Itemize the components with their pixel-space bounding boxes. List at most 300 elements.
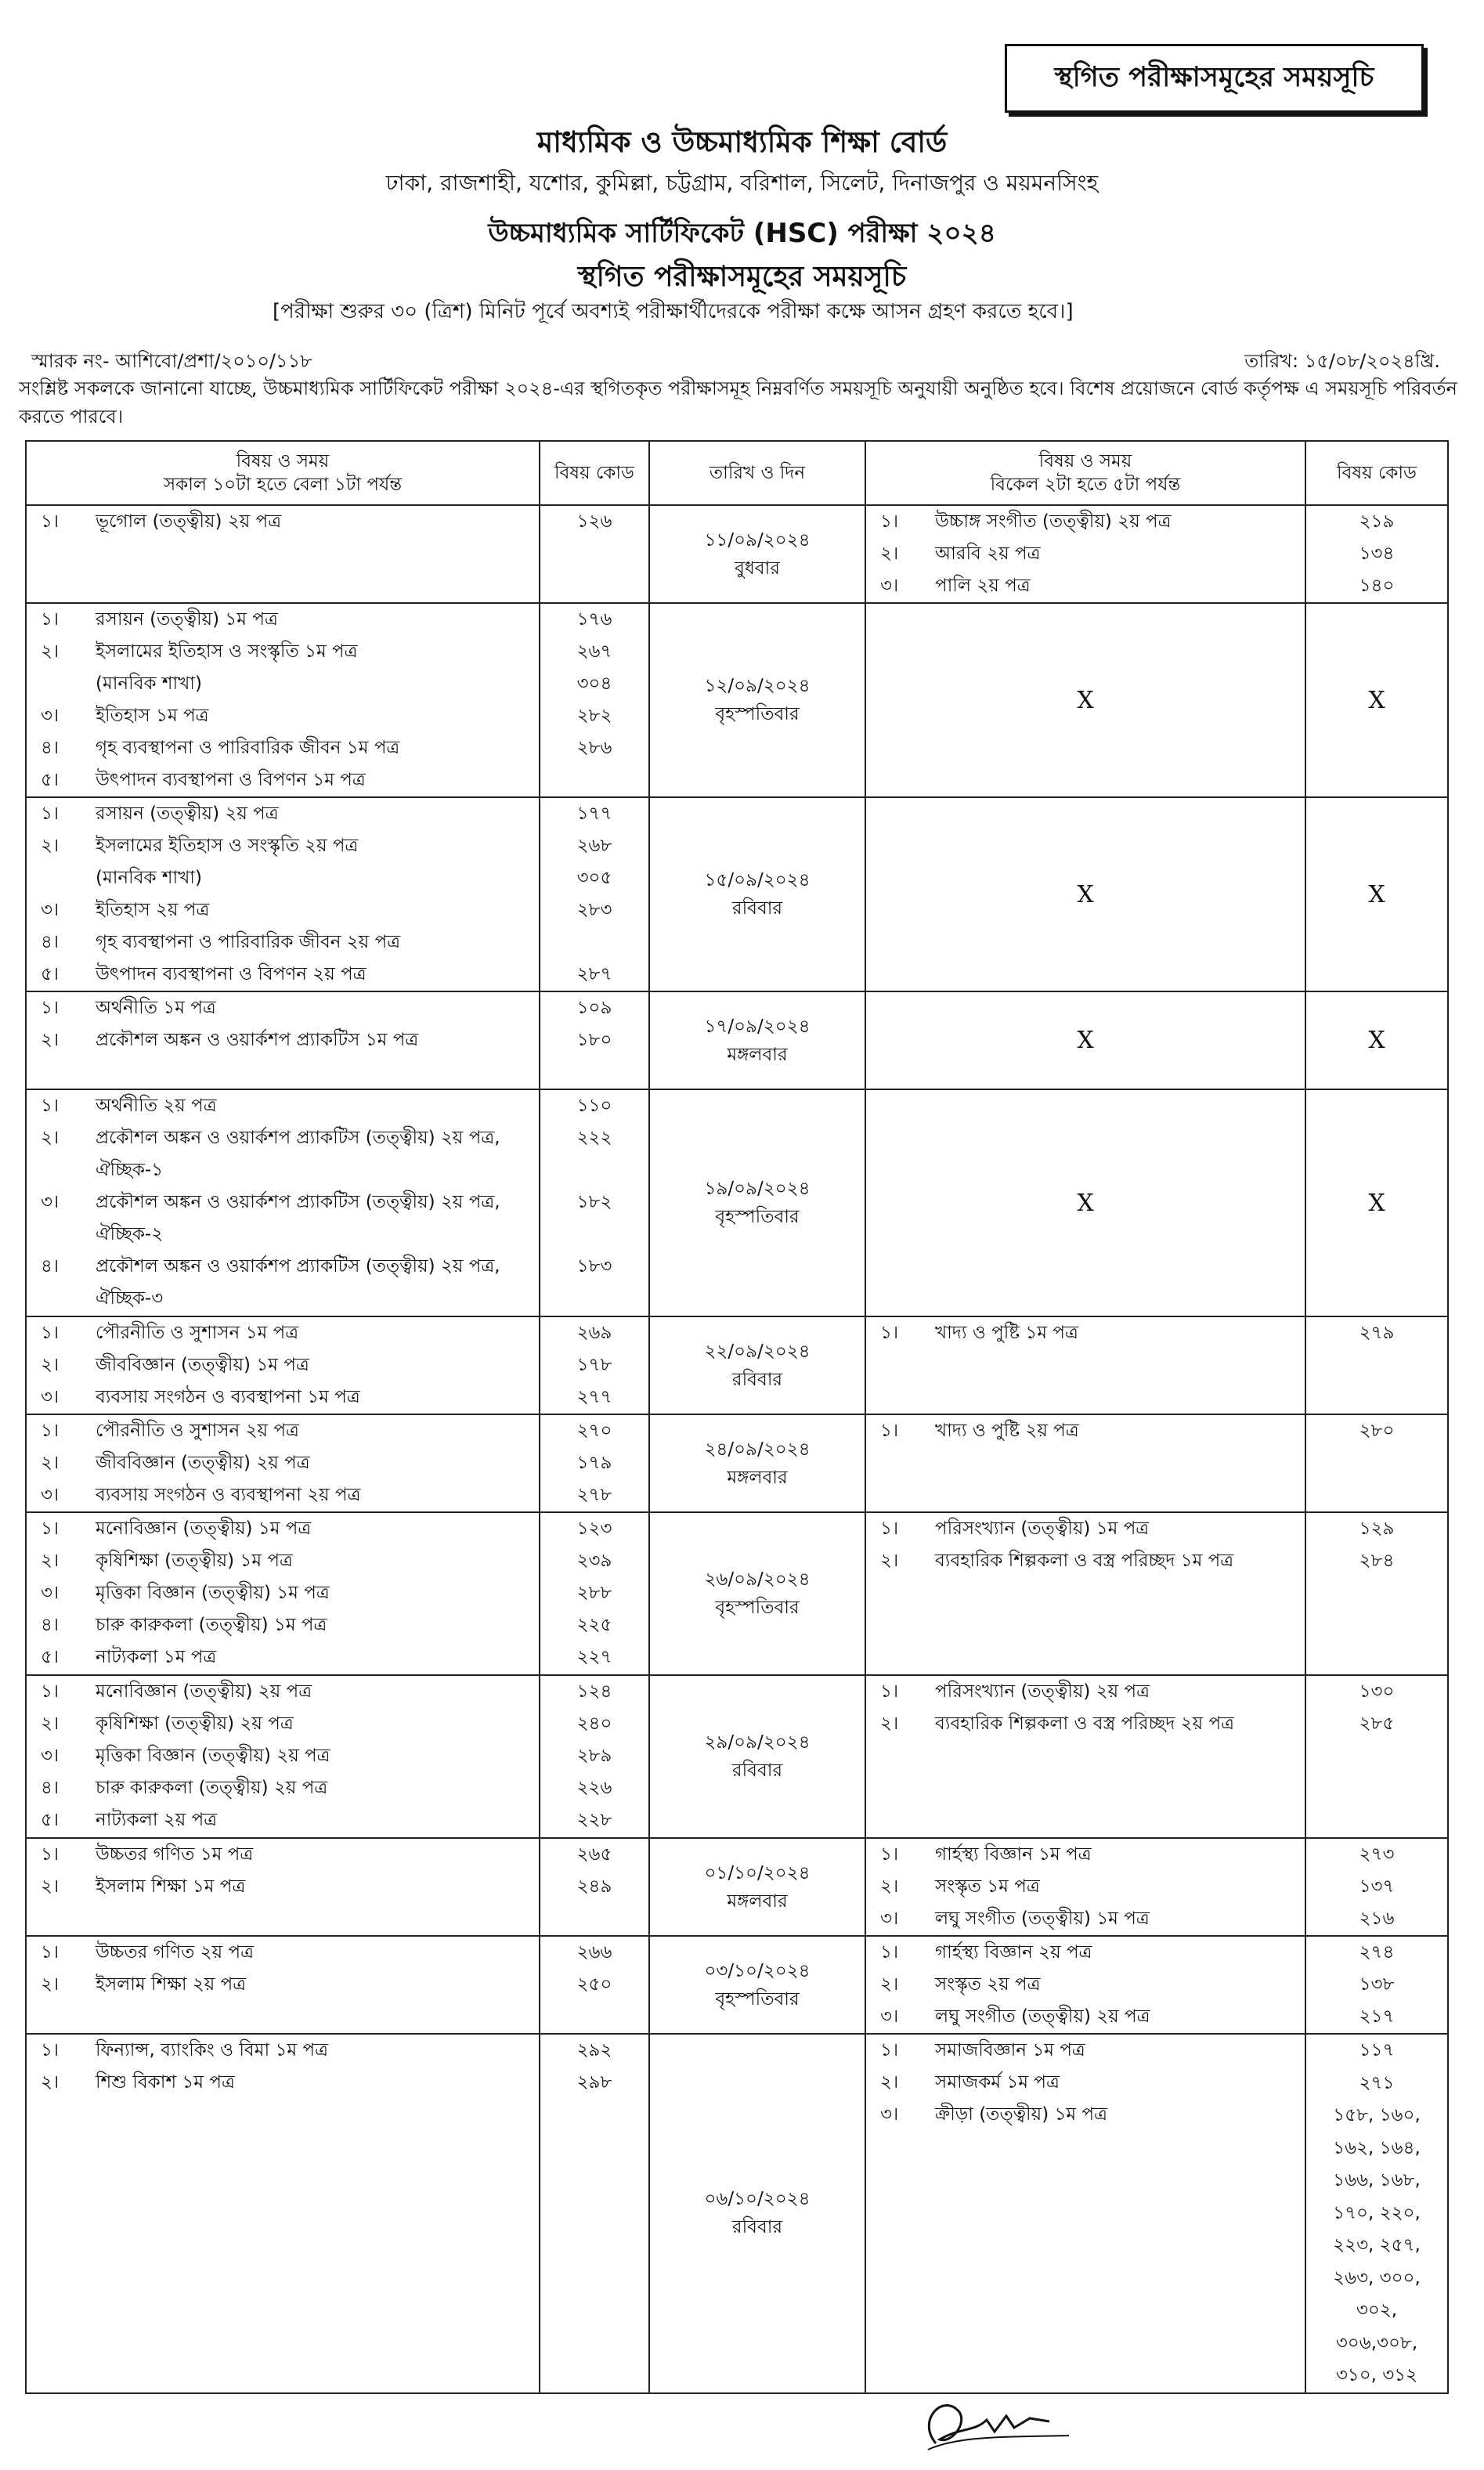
morning-subjects-cell [26,1512,540,1675]
subject-name: ক্রীড়া (তত্ত্বীয়) ১ম পত্র [935,2104,1107,2125]
intro-paragraph: সংশ্লিষ্ট সকলকে জানানো যাচ্ছে, উচ্চমাধ্যমিক সার্টিফিকেট পরীক্ষা ২০২৪-এর স্থগিতকৃত পরীক্ষাসমূহ নিম্নবর্ণিত সময়সূচি অনুযায়ী অনুষ্ঠিত হবে। বিশেষ প্রয়োজনে বোর্ড কর্তৃপক্ষ এ সময়সূচি পরিবর্তন করতে পারবে। [19,377,1457,428]
list-item [866,570,1305,602]
header-morning-time: সকাল ১০টা হতে বেলা ১টা পর্যন্ত [163,475,403,495]
list-item [27,1447,539,1479]
item-number: ৪। [41,1256,60,1277]
item-number: ২। [41,1713,60,1734]
afternoon-codes-cell [1305,1675,1448,1838]
header-morning-subject: বিষয় ও সময় [236,451,330,471]
afternoon-subjects-cell [865,1838,1305,1936]
item-number: ২। [880,2072,899,2093]
list-item [27,1513,539,1545]
subject-code: ২৮৩ [576,900,612,920]
header-code: বিষয় কোড [540,441,649,505]
morning-codes-cell [540,1838,649,1936]
item-number: ৩। [41,1746,60,1766]
item-number: ১। [41,1421,60,1441]
subject-name: পৌরনীতি ও সুশাসন ১ম পত্র [96,1323,299,1343]
afternoon-subjects-cell [865,2034,1305,2393]
list-item [866,2035,1305,2067]
list-item [27,959,539,991]
item-number: ১। [41,609,60,630]
table-row [26,1675,1448,1838]
subject-code-line: ১৬২, ১৬৪, [1333,2137,1421,2158]
subject-code: ২৯৮ [576,2072,612,2093]
item-number: ৩। [41,706,60,726]
subject-code: ২৯২ [576,2040,612,2060]
list-item [27,1381,539,1414]
header-afternoon-subject: বিষয় ও সময় [1038,451,1132,471]
afternoon-subjects-cell [865,1414,1305,1512]
subject-code: ২৭৮ [576,1485,612,1505]
item-number: ১। [41,1096,60,1116]
list-item [866,1513,1305,1545]
item-number: ৪। [41,738,60,758]
schedule-title: স্থগিত পরীক্ষাসমূহের সময়সূচি [577,261,907,293]
subject-name: খাদ্য ও পুষ্টি ২য় পত্র [935,1421,1079,1441]
subject-name: জীববিজ্ঞান (তত্ত্বীয়) ১ম পত্র [96,1355,309,1375]
list-item [866,2099,1305,2131]
header-afternoon-time: বিকেল ২টা হতে ৫টা পর্যন্ত [990,475,1181,495]
morning-codes-cell [540,991,649,1089]
item-number: ৩। [880,1908,899,1929]
item-number: ৩। [41,1485,60,1505]
table-row [26,505,1448,603]
item-number: ২। [41,836,60,856]
item-number: ৩। [41,1192,60,1212]
list-item [27,1969,539,2001]
subject-name: প্রকৌশল অঙ্কন ও ওয়ার্কশপ প্র্যাকটিস ১ম পত্র [96,1030,419,1050]
subject-name: শিশু বিকাশ ১ম পত্র [96,2072,235,2093]
list-item [27,1415,539,1447]
exam-day: মঙ্গলবার [727,1467,788,1488]
list-item [27,1317,539,1349]
morning-subjects-cell [26,2034,540,2393]
subject-name: উৎপাদন ব্যবস্থাপনা ও বিপণন ১ম পত্র [96,770,366,790]
subject-code-line: ৩১০, ৩১২ [1335,2365,1418,2385]
subject-code: ২২৭ [576,1647,612,1667]
list-item [27,1708,539,1740]
date-cell [649,1089,865,1316]
item-number: ৩। [41,1387,60,1407]
header-code-2: বিষয় কোড [1305,441,1448,505]
list-item [866,1969,1305,2001]
date-cell [649,603,865,797]
subject-code: ১৮০ [576,1030,612,1050]
date-cell [649,505,865,603]
afternoon-codes-cell [1305,1316,1448,1414]
instruction-note: [পরীক্ষা শুরুর ৩০ (ত্রিশ) মিনিট পূর্বে অবশ্যই পরীক্ষার্থীদেরকে পরীক্ষা কক্ষে আসন গ্রহণ করতে হবে।] [273,300,1074,323]
subject-code: ২৮৪ [1359,1551,1395,1571]
board-cities: ঢাকা, রাজশাহী, যশোর, কুমিল্লা, চট্টগ্রাম, বরিশাল, সিলেট, দিনাজপুর ও ময়মনসিংহ [385,170,1099,196]
subject-name: উৎপাদন ব্যবস্থাপনা ও বিপণন ২য় পত্র [96,964,366,984]
subject-name: নাট্যকলা ২য় পত্র [96,1810,218,1830]
subject-name: ভূগোল (তত্ত্বীয়) ২য় পত্র [96,511,282,532]
subject-name: ইসলামের ইতিহাস ও সংস্কৃতি ১ম পত্র [96,641,358,662]
subject-name: ইতিহাস ১ম পত্র [96,706,209,726]
subject-name: সমাজবিজ্ঞান ১ম পত্র [935,2040,1085,2060]
list-item [27,798,539,830]
subject-code: ১৩৪ [1359,543,1395,564]
morning-codes-cell [540,1089,649,1316]
afternoon-subjects-cell [865,1675,1305,1838]
no-afternoon-exam-mark: X [865,991,1305,1089]
subject-code: ১৩৮ [1359,1974,1395,1995]
list-item [27,604,539,636]
header-afternoon [865,441,1305,505]
subject-name: পরিসংখ্যান (তত্ত্বীয়) ১ম পত্র [935,1518,1150,1539]
schedule-stamp-box: স্থগিত পরীক্ষাসমূহের সময়সূচি [1005,44,1424,113]
table-row [26,1838,1448,1936]
item-number: ২। [41,1453,60,1473]
item-number: ১। [41,1942,60,1963]
list-item [866,538,1305,570]
item-number: ২। [41,2072,60,2093]
list-item [27,2067,539,2099]
list-item [866,506,1305,538]
subject-code: ২৩৯ [576,1551,612,1571]
exam-day: রবিবার [731,898,783,919]
subject-name: প্রকৌশল অঙ্কন ও ওয়ার্কশপ প্র্যাকটিস (তত্ত্বীয়) ২য় পত্র, ঐচ্ছিক-২ [96,1192,500,1244]
subject-code-line: ১৫৮, ১৬০, [1333,2105,1421,2125]
item-number: ২। [41,1030,60,1050]
subject-name: মৃত্তিকা বিজ্ঞান (তত্ত্বীয়) ২য় পত্র [96,1746,330,1766]
subject-code: ১১৭ [1359,2040,1395,2060]
item-number: ১। [41,2040,60,2060]
subject-name: (মানবিক শাখা) [96,868,202,888]
item-number: ২। [880,1551,899,1571]
item-number: ১। [41,511,60,532]
exam-date: ০১/১০/২০২৪ [704,1862,811,1883]
subject-code: ২৮২ [576,706,612,726]
subject-code-line: ৩০২, [1356,2300,1398,2320]
subject-code: ২৬৯ [576,1323,612,1343]
exam-day: রবিবার [731,1760,783,1781]
exam-date: ২২/০৯/২০২৪ [704,1341,811,1362]
table-header-row [26,441,1448,505]
subject-name: ইসলাম শিক্ষা ১ম পত্র [96,1876,246,1897]
item-number: ৩। [880,2104,899,2125]
header-morning [26,441,540,505]
item-number: ২। [880,543,899,564]
list-item [27,1479,539,1511]
exam-date: ০৩/১০/২০২৪ [704,1960,811,1981]
subject-code: ২৮৫ [1359,1713,1395,1734]
list-item [27,1577,539,1609]
exam-date: ১৯/০৯/২০২৪ [704,1179,811,1199]
afternoon-subjects-cell [865,1936,1305,2034]
subject-name: গার্হস্থ্য বিজ্ঞান ২য় পত্র [935,1942,1092,1963]
list-item [866,1545,1305,1577]
subject-name: অর্থনীতি ১ম পত্র [96,998,216,1018]
subject-code: ২৫০ [576,1974,612,1995]
exam-day: বৃহস্পতিবার [715,704,800,724]
exam-day: রবিবার [731,2217,783,2238]
list-item [27,764,539,796]
subject-code: ২২৮ [576,1810,612,1830]
exam-date: ০৬/১০/২০২৪ [704,2189,811,2210]
item-number: ১। [41,1323,60,1343]
no-afternoon-code-mark: X [1305,797,1448,991]
morning-subjects-cell [26,505,540,603]
subject-name: প্রকৌশল অঙ্কন ও ওয়ার্কশপ প্র্যাকটিস (তত্ত্বীয়) ২য় পত্র, ঐচ্ছিক-৩ [96,1256,500,1309]
subject-code: ১১০ [576,1096,612,1116]
list-item [27,1024,539,1056]
table-row [26,1414,1448,1512]
item-number: ৫। [41,1647,60,1667]
subject-code: ১২৪ [576,1681,612,1702]
memo-number: স্মারক নং- আশিবো/প্রশা/২০১০/১১৮ [31,350,312,372]
item-number: ২। [41,1876,60,1897]
subject-code: ১৮৩ [576,1256,612,1277]
subject-code-line: ৩০৬,৩০৮, [1335,2332,1418,2353]
item-number: ১। [41,1681,60,1702]
list-item [27,2035,539,2067]
issue-date: তারিখ: ১৫/০৮/২০২৪খ্রি. [1244,350,1440,372]
subject-code: ১৩০ [1359,1681,1395,1702]
item-number: ১। [880,1323,899,1343]
afternoon-codes-cell [1305,1838,1448,1936]
morning-codes-cell [540,1675,649,1838]
exam-date: ২৪/০৯/২০২৪ [704,1439,811,1460]
subject-name: পালি ২য় পত্র [935,576,1031,596]
item-number: ১। [880,1681,899,1702]
subject-name: ব্যবহারিক শিল্পকলা ও বস্ত্র পরিচ্ছদ ২য় পত্র [935,1713,1234,1734]
subject-code: ১২৯ [1359,1518,1395,1539]
exam-date: ২৯/০৯/২০২৪ [704,1732,811,1753]
item-number: ১। [880,1844,899,1865]
table-row [26,1936,1448,2034]
subject-code: ২১৭ [1359,2006,1395,2027]
subject-name: ইতিহাস ২য় পত্র [96,900,210,920]
morning-codes-cell [540,1316,649,1414]
item-number: ২। [41,641,60,662]
list-item [27,1545,539,1577]
subject-name: ব্যবসায় সংগঠন ও ব্যবস্থাপনা ২য় পত্র [96,1485,361,1505]
subject-code-line: ১৬৬, ১৬৮, [1333,2170,1421,2190]
morning-codes-cell [540,2034,649,2393]
date-cell [649,1414,865,1512]
subject-code: ৩০৪ [576,673,612,694]
list-item [27,1804,539,1836]
item-number: ১। [880,511,899,532]
list-item [27,926,539,959]
list-item [866,2067,1305,2099]
morning-subjects-cell [26,603,540,797]
subject-name: পৌরনীতি ও সুশাসন ২য় পত্র [96,1421,299,1441]
list-item [866,1317,1305,1349]
item-number: ২। [880,1713,899,1734]
exam-day: বৃহস্পতিবার [715,1988,800,2010]
subject-name: জীববিজ্ঞান (তত্ত্বীয়) ২য় পত্র [96,1453,310,1473]
list-item [866,1676,1305,1708]
subject-name: লঘু সংগীত (তত্ত্বীয়) ১ম পত্র [935,1908,1150,1929]
item-number: ১। [41,1518,60,1539]
subject-code: ২৭৪ [1359,1942,1395,1963]
subject-code: ২৭৩ [1359,1844,1395,1865]
item-number: ২। [41,1355,60,1375]
morning-codes-cell [540,1414,649,1512]
list-item [27,830,539,862]
no-afternoon-exam-mark: X [865,603,1305,797]
item-number: ১। [41,1844,60,1865]
list-item [27,1937,539,1969]
subject-code: ১৭৬ [576,609,612,630]
list-item [27,1122,539,1186]
exam-day: বুধবার [735,558,780,579]
exam-day: বৃহস্পতিবার [715,1598,800,1618]
subject-code: ২৪৯ [576,1876,612,1897]
subject-name: মনোবিজ্ঞান (তত্ত্বীয়) ২য় পত্র [96,1681,312,1702]
exam-day: রবিবার [731,1369,783,1390]
subject-name: মৃত্তিকা বিজ্ঞান (তত্ত্বীয়) ১ম পত্র [96,1583,330,1603]
afternoon-subjects-cell [865,505,1305,603]
no-afternoon-code-mark: X [1305,991,1448,1089]
subject-code: ২৬৮ [576,836,612,856]
item-number: ১। [880,1942,899,1963]
signature [912,2389,1100,2451]
list-item [27,1349,539,1381]
list-item [27,1609,539,1641]
morning-subjects-cell [26,1316,540,1414]
subject-name: রসায়ন (তত্ত্বীয়) ১ম পত্র [96,609,278,630]
item-number: ৩। [41,1583,60,1603]
subject-code: ১০৯ [576,998,612,1018]
afternoon-codes-cell [1305,2034,1448,2393]
subject-name: ব্যবহারিক শিল্পকলা ও বস্ত্র পরিচ্ছদ ১ম পত্র [935,1551,1234,1571]
table-row [26,2034,1448,2393]
exam-title: উচ্চমাধ্যমিক সার্টিফিকেট (HSC) পরীক্ষা ২০২৪ [488,218,996,249]
exam-day: বৃহস্পতিবার [715,1207,800,1227]
item-number: ১। [880,1421,899,1441]
subject-name: নাট্যকলা ১ম পত্র [96,1647,217,1667]
subject-name: সংস্কৃত ১ম পত্র [935,1876,1040,1897]
subject-name: ফিন্যান্স, ব্যাংকিং ও বিমা ১ম পত্র [96,2040,328,2060]
exam-date: ২৬/০৯/২০২৪ [704,1569,811,1590]
subject-code: ১২৩ [576,1518,612,1539]
no-afternoon-exam-mark: X [865,797,1305,991]
morning-subjects-cell [26,991,540,1089]
subject-code: ২৭০ [576,1421,612,1441]
subject-name: ইসলাম শিক্ষা ২য় পত্র [96,1974,247,1995]
list-item [27,1641,539,1674]
item-number: ২। [41,1974,60,1995]
list-item [27,992,539,1024]
subject-code: ২৬৫ [576,1844,612,1865]
subject-name: গার্হস্থ্য বিজ্ঞান ১ম পত্র [935,1844,1092,1865]
subject-code: ২৮৮ [576,1583,612,1603]
list-item [27,1090,539,1122]
list-item [27,862,539,894]
subject-name: উচ্চতর গণিত ২য় পত্র [96,1942,255,1963]
subject-name: সমাজকর্ম ১ম পত্র [935,2072,1060,2093]
morning-codes-cell [540,505,649,603]
subject-code: ২৮০ [1359,1421,1395,1441]
subject-name: চারু কারুকলা (তত্ত্বীয়) ১ম পত্র [96,1615,327,1635]
subject-code-line: ১৭০, ২২০, [1333,2202,1421,2223]
no-afternoon-code-mark: X [1305,1089,1448,1316]
subject-code-line: ২৬৩, ৩০০, [1333,2267,1421,2288]
item-number: ৩। [880,2006,899,2027]
list-item [866,1903,1305,1935]
morning-codes-cell [540,797,649,991]
subject-code: ২৪০ [576,1713,612,1734]
morning-codes-cell [540,603,649,797]
subject-name: পরিসংখ্যান (তত্ত্বীয়) ২য় পত্র [935,1681,1150,1702]
morning-subjects-cell [26,797,540,991]
schedule-table [25,440,1449,2394]
exam-date: ১৭/০৯/২০২৪ [704,1016,811,1037]
subject-name: ব্যবসায় সংগঠন ও ব্যবস্থাপনা ১ম পত্র [96,1387,360,1407]
date-cell [649,991,865,1089]
item-number: ১। [880,1518,899,1539]
date-cell [649,797,865,991]
subject-code: ১৮২ [576,1192,612,1212]
subject-code: ১৭৮ [576,1355,612,1375]
subject-name: গৃহ ব্যবস্থাপনা ও পারিবারিক জীবন ১ম পত্র [96,738,400,758]
list-item [866,1415,1305,1447]
item-number: ৩। [880,576,899,596]
subject-name: চারু কারুকলা (তত্ত্বীয়) ২য় পত্র [96,1778,328,1798]
subject-code: ১৭৯ [576,1453,612,1473]
subject-code: ২৮৭ [576,964,612,984]
list-item [27,506,539,538]
table-row [26,1512,1448,1675]
no-afternoon-exam-mark: X [865,1089,1305,1316]
list-item [866,1839,1305,1871]
subject-name: (মানবিক শাখা) [96,673,202,694]
afternoon-codes-cell [1305,1512,1448,1675]
list-item [27,894,539,926]
item-number: ৪। [41,932,60,952]
afternoon-subjects-cell [865,1316,1305,1414]
morning-subjects-cell [26,1936,540,2034]
subject-name: আরবি ২য় পত্র [935,543,1041,564]
subject-name: কৃষিশিক্ষা (তত্ত্বীয়) ১ম পত্র [96,1551,293,1571]
subject-code: ২১৯ [1359,511,1395,532]
afternoon-codes-cell [1305,505,1448,603]
afternoon-subjects-cell [865,1512,1305,1675]
subject-name: রসায়ন (তত্ত্বীয়) ২য় পত্র [96,803,279,824]
table-row [26,603,1448,797]
subject-code: ২৮৯ [576,1746,612,1766]
date-cell [649,1316,865,1414]
list-item [866,1708,1305,1740]
list-item [27,1740,539,1772]
exam-day: মঙ্গলবার [727,1890,788,1912]
date-cell [649,2034,865,2393]
item-number: ৫। [41,770,60,790]
subject-code-line: ২২৩, ২৫৭, [1333,2235,1421,2255]
morning-subjects-cell [26,1414,540,1512]
list-item [866,1871,1305,1903]
list-item [27,668,539,700]
exam-date: ১৫/০৯/২০২৪ [704,870,811,890]
item-number: ২। [41,1128,60,1148]
subject-code: ১৪০ [1359,576,1395,596]
list-item [27,732,539,764]
subject-name: সংস্কৃত ২য় পত্র [935,1974,1041,1995]
morning-subjects-cell [26,1675,540,1838]
header-date: তারিখ ও দিন [649,441,865,505]
subject-code: ১৩৭ [1359,1876,1395,1897]
item-number: ২। [880,1876,899,1897]
list-item [27,700,539,732]
list-item [866,1937,1305,1969]
date-cell [649,1936,865,2034]
list-item [27,1772,539,1804]
subject-code: ২৭৯ [1359,1323,1395,1343]
